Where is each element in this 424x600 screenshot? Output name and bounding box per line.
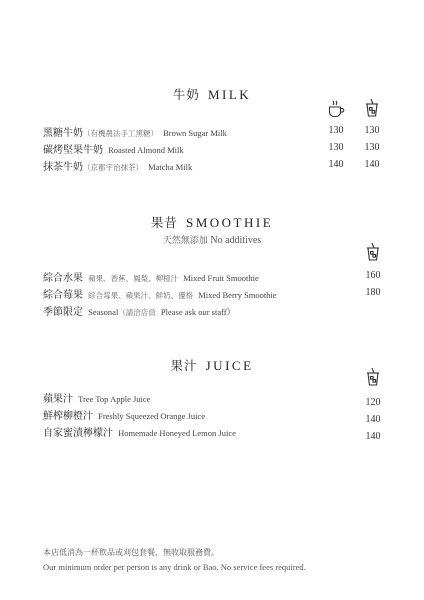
item-name: 蘋果汁 [43, 394, 73, 405]
item-desc: （有機農法手工黑糖） [83, 129, 158, 138]
smoothie-heading [0, 213, 424, 231]
menu-item-row [43, 303, 388, 317]
hot-price: 140 [328, 159, 344, 170]
item-price: 140 [365, 431, 381, 442]
item-name: 自家蜜漬檸檬汁 [43, 428, 113, 439]
menu-item-row [43, 390, 388, 404]
juice-title-en: JUICE [205, 358, 254, 373]
item-name-en: Mixed Fruit Smoothie [183, 273, 259, 283]
menu-item-row [43, 424, 388, 438]
subtitle-zh: 天然無添加 [162, 236, 208, 246]
item-name: 季節限定 [43, 307, 83, 318]
item-name-en: Tree Top Apple Juice [78, 394, 151, 404]
item-price: 180 [365, 287, 381, 298]
item-price: 160 [365, 270, 381, 281]
menu-item-row [43, 407, 388, 421]
item-name: 綜合水果 [43, 273, 83, 284]
item-desc: 綜合莓果、蘋果汁、鮮奶、優格 [88, 291, 194, 300]
milk-title-en: MILK [207, 87, 252, 102]
item-desc: （京都宇治抹茶） [83, 163, 143, 172]
smoothie-title-en: SMOOTHIE [185, 215, 274, 230]
iced-price: 130 [364, 142, 380, 153]
menu-item-row [43, 286, 388, 300]
juice-title-zh: 果汁 [170, 358, 198, 373]
item-note-en: Please ask our staff） [160, 307, 236, 317]
footer-note-zh: 本店低消為一杯飲品或刈包套餐，無收取服務費。 [43, 548, 219, 557]
iced-cup-icon [363, 98, 381, 118]
juice-heading [0, 356, 424, 374]
item-desc: 蘋果、香蕉、鳳梨、柳橙汁 [88, 274, 179, 283]
iced-price: 130 [364, 125, 380, 136]
item-price: 140 [365, 414, 381, 425]
item-name: 黑糖牛奶 [43, 128, 83, 139]
item-name-en: Seasonal [88, 307, 119, 317]
hot-price: 130 [328, 142, 344, 153]
smoothie-title-zh: 果昔 [150, 215, 178, 230]
subtitle-en: No additives [210, 235, 262, 246]
menu-item-row [43, 269, 388, 283]
milk-heading [0, 85, 424, 103]
item-name-en: Mixed Berry Smoothie [198, 290, 277, 300]
item-note-zh: （請洽店員 [118, 308, 156, 317]
smoothie-subtitle [0, 233, 424, 246]
iced-cup-icon [364, 367, 382, 387]
item-name-en: Matcha Milk [148, 162, 193, 172]
iced-price: 140 [364, 159, 380, 170]
item-name: 綜合莓果 [43, 290, 83, 301]
item-name-en: Brown Sugar Milk [163, 128, 227, 138]
item-name-en: Roasted Almond Milk [108, 145, 184, 155]
hot-price: 130 [328, 125, 344, 136]
footer-note-en: Our minimum order per person is any drink or Bao. No service fees required. [43, 562, 306, 572]
milk-title-zh: 牛奶 [172, 87, 200, 102]
hot-cup-icon [327, 99, 345, 119]
item-name: 抹茶牛奶 [43, 162, 83, 173]
item-price: 120 [365, 397, 381, 408]
iced-cup-icon [364, 242, 382, 262]
item-name-en: Homemade Honeyed Lemon Juice [118, 428, 236, 438]
item-name: 鮮榨柳橙汁 [43, 411, 93, 422]
item-name: 碳烤堅果牛奶 [43, 145, 103, 156]
item-name-en: Freshly Squeezed Orange Juice [98, 411, 206, 421]
